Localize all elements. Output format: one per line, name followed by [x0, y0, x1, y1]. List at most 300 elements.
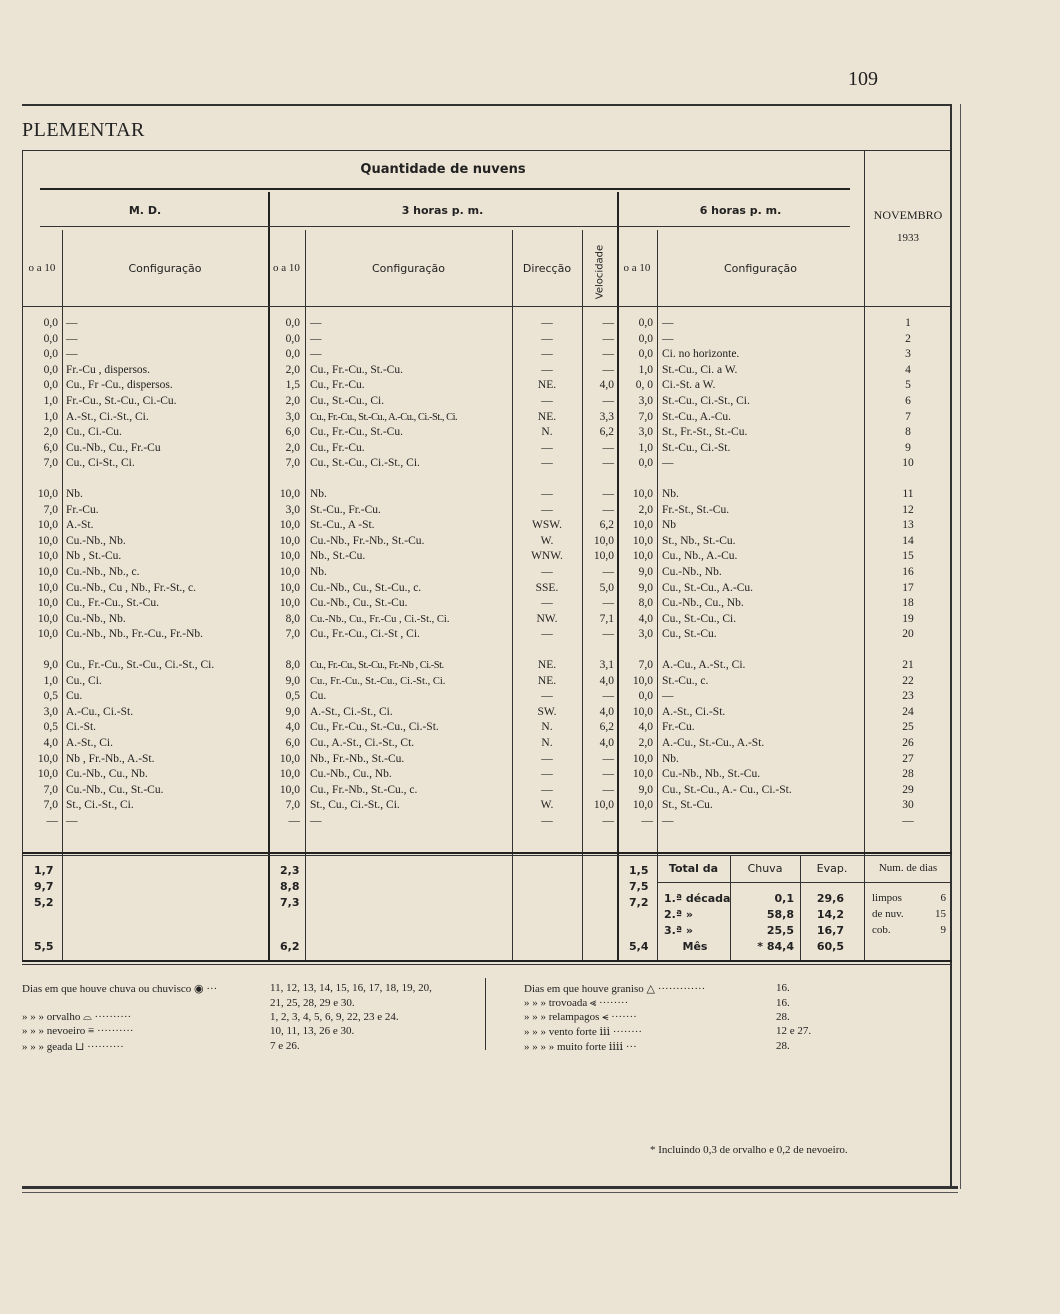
p3-direction: —: [541, 395, 553, 407]
p3-configuration: —: [310, 332, 322, 345]
p6-quantity: 3,0: [638, 395, 653, 407]
md-quantity: 0,0: [43, 332, 58, 345]
footnote: * Incluindo 0,3 de orvalho e 0,2 de nevoeiro.: [650, 1144, 848, 1156]
p6-configuration: Nb: [662, 519, 677, 532]
p3-direction: NE.: [537, 379, 557, 392]
md-configuration: Nb , Fr.-Nb., A.-St.: [66, 752, 155, 765]
p3-quantity: 10,0: [279, 550, 300, 563]
p6-quantity: 2,0: [638, 737, 653, 749]
p6-quantity: 4,0: [638, 721, 653, 734]
md-quantity: 10,0: [37, 488, 58, 500]
p3-velocity: —: [602, 441, 614, 454]
p6-configuration: Nb.: [662, 488, 679, 500]
decada-evap: 16,7: [816, 924, 844, 937]
right-frame: [950, 104, 961, 1189]
p3-direction: N.: [541, 721, 553, 734]
p3-quantity: 6,0: [285, 426, 300, 439]
p6-quantity: —: [641, 815, 653, 827]
day-number: 18: [902, 597, 914, 610]
p3-velocity: 7,1: [599, 612, 614, 625]
legend-right-days: 28.: [776, 1011, 790, 1023]
p3-quantity: 8,0: [285, 612, 300, 625]
p3-direction: SSE.: [535, 581, 559, 594]
p6-configuration: St.-Cu., c.: [662, 674, 709, 687]
p3-configuration: Cu., Fr.-Cu.: [310, 441, 365, 454]
day-number: 7: [905, 410, 911, 423]
md-configuration: A.-Cu., Ci.-St.: [66, 705, 134, 718]
day-number: —: [902, 815, 914, 827]
p3-quantity: 2,0: [285, 363, 300, 376]
dias-value: 6: [940, 892, 946, 904]
p3-quantity: 9,0: [285, 674, 300, 687]
totals-top-rule-2: [22, 855, 952, 856]
md-quantity: 10,0: [37, 752, 58, 765]
p3-configuration: Cu., St.-Cu., Ci.-St., Ci.: [310, 457, 420, 470]
bottom-rule-2: [22, 1192, 958, 1193]
main-header: Quantidade de nuvens: [360, 162, 526, 177]
legend-right-label: » » » trovoada ⪡ ········: [524, 997, 629, 1009]
p6-quantity: 3,0: [638, 426, 653, 439]
table-top-rule: [22, 150, 952, 151]
md-configuration: Cu., Fr.-Cu., St.-Cu.: [66, 597, 159, 610]
p6-quantity: 3,0: [638, 628, 653, 641]
legend-right-label: » » » » muito forte ⅲⅰ ···: [524, 1041, 637, 1053]
md-quantity: —: [46, 815, 58, 827]
md-quantity: 6,0: [43, 441, 58, 454]
day-number: 11: [902, 488, 914, 500]
dias-value: 15: [935, 908, 946, 920]
p3-configuration: Cu., Fr.-Cu.: [310, 379, 365, 392]
legend-left-days: 7 e 26.: [270, 1040, 300, 1052]
p3-quantity: 0,0: [285, 348, 300, 361]
md-total-value: 1,7: [34, 864, 54, 877]
md-quantity: 1,0: [43, 410, 58, 423]
md-quantity: 7,0: [43, 783, 58, 796]
top-rule: [22, 104, 952, 106]
md-quantity: 0,0: [43, 348, 58, 361]
legend-left-days: 21, 25, 28, 29 e 30.: [270, 997, 355, 1009]
day-number: 23: [902, 690, 914, 703]
p3-direction: WSW.: [532, 519, 562, 532]
p3-direction: —: [541, 488, 553, 500]
day-number: 4: [905, 363, 911, 376]
p6-quantity: 10,0: [632, 550, 653, 563]
p6-configuration: Nb.: [662, 752, 679, 765]
md-scale-header: o a 10: [28, 262, 56, 274]
p6-configuration: —: [662, 690, 674, 703]
day-number: 30: [902, 799, 914, 812]
p6-configuration: Fr.-Cu.: [662, 721, 695, 734]
md-quantity: 7,0: [43, 503, 58, 516]
group-header-rule: [40, 226, 850, 227]
md-configuration: Cu., Ci-St., Ci.: [66, 457, 135, 470]
p3-velocity: —: [602, 752, 614, 765]
day-number: 25: [902, 721, 914, 734]
p3-quantity: 10,0: [279, 519, 300, 532]
p3-velocity: —: [602, 783, 614, 796]
p3-velocity: —: [602, 566, 614, 578]
p6-configuration: Cu., St.-Cu.: [662, 628, 717, 641]
month-label: NOVEMBRO: [873, 208, 943, 222]
decada-evap: 14,2: [816, 908, 844, 921]
p3-configuration: —: [310, 815, 322, 827]
day-number: 22: [902, 674, 914, 687]
md-configuration: —: [66, 332, 78, 345]
numdias-header: Num. de dias: [878, 862, 938, 874]
md-configuration: Ci.-St.: [66, 721, 97, 734]
p3-direction: SW.: [537, 705, 557, 718]
day-number: 2: [905, 332, 911, 345]
p6-total-value: 7,2: [629, 896, 649, 909]
p6-configuration: Ci. no horizonte.: [662, 348, 740, 361]
decada-label: 1.ª década: [664, 892, 731, 905]
legend-right-days: 16.: [776, 982, 790, 994]
p6-configuration: Cu.-Nb., Nb., St.-Cu.: [662, 768, 761, 781]
legend-left-label: » » » nevoeiro ≡ ··········: [22, 1025, 134, 1037]
p6-quantity: 9,0: [638, 783, 653, 796]
p3-velocity: —: [602, 488, 614, 500]
p3-direction: N.: [541, 426, 553, 439]
p3-direction: —: [541, 566, 553, 578]
p3-configuration: Cu., Fr.-Cu., St.-Cu., A.-Cu., Ci.-St., Ci.: [310, 411, 458, 423]
day-number: 27: [902, 752, 914, 765]
p3-direction: —: [541, 783, 553, 796]
day-number: 20: [902, 628, 914, 641]
legend-right-days: 12 e 27.: [776, 1025, 812, 1037]
day-number: 16: [902, 566, 914, 578]
decada-chuva: * 84,4: [757, 940, 794, 953]
md-configuration: Cu.-Nb., Cu., Nb.: [66, 768, 148, 781]
day-number: 24: [902, 705, 914, 718]
p3-direction: W.: [540, 799, 554, 812]
p3-total-value: 7,3: [280, 896, 300, 909]
group-md: M. D.: [128, 204, 162, 217]
p3-configuration: Cu., Fr.-Cu., St.-Cu.: [310, 363, 403, 376]
column-header-rule: [22, 306, 952, 307]
p6-quantity: 10,0: [632, 519, 653, 532]
p6-quantity: 1,0: [638, 441, 653, 454]
p6-configuration: —: [662, 332, 674, 345]
decada-chuva: 0,1: [774, 892, 794, 905]
p6-configuration: Cu., St.-Cu., Ci.: [662, 612, 737, 625]
p3-direction: —: [541, 597, 553, 610]
p3-velocity: 4,0: [599, 737, 614, 749]
p3-velocity: 4,0: [599, 705, 614, 718]
p6-configuration: A.-Cu., A.-St., Ci.: [662, 659, 746, 671]
p3-configuration: St.-Cu., Fr.-Cu.: [310, 503, 381, 516]
p3-quantity: 6,0: [285, 737, 300, 749]
p3-quantity: 0,5: [285, 690, 300, 703]
p3-quantity: 7,0: [285, 628, 300, 641]
p6-quantity: 9,0: [638, 566, 653, 578]
p6-quantity: 10,0: [632, 534, 653, 547]
legend-right-label: » » » vento forte ⅲ ········: [524, 1026, 643, 1038]
md-quantity: 0,0: [43, 379, 58, 392]
day-number: 19: [902, 612, 914, 625]
decada-evap: 60,5: [816, 940, 844, 953]
md-configuration: Cu.-Nb., Cu., St.-Cu.: [66, 783, 164, 796]
md-config-header: Configuração: [128, 262, 202, 275]
p6-configuration: St.-Cu., Ci.-St.: [662, 441, 731, 454]
p3-configuration: Cu.: [310, 690, 327, 703]
p3-configuration: Cu.-Nb., Cu., St.-Cu., c.: [310, 581, 422, 594]
day-number: 10: [902, 457, 914, 470]
p3-quantity: 10,0: [279, 566, 300, 578]
md-quantity: 0,0: [43, 363, 58, 376]
md-quantity: 0,0: [43, 317, 58, 329]
day-number: 3: [905, 348, 911, 361]
md-total-value: 5,2: [34, 896, 54, 909]
legend-right-label: Dias em que houve graniso △ ·············: [524, 983, 706, 995]
page-title: PLEMENTAR: [22, 119, 145, 141]
md-configuration: Cu.-Nb., Cu., Fr.-Cu: [66, 441, 161, 454]
p6-quantity: 7,0: [638, 410, 653, 423]
md-configuration: Nb.: [66, 488, 83, 500]
p3-velocity: 6,2: [599, 426, 614, 439]
p6-quantity: 1,0: [638, 363, 653, 376]
p6-quantity: 0, 0: [635, 379, 653, 392]
p3-configuration: Cu., Fr.-Cu., St.-Cu., Fr.-Nb , Ci.-St.: [310, 660, 444, 671]
p3-velocity: —: [602, 690, 614, 703]
p3-quantity: 10,0: [279, 768, 300, 781]
p3-quantity: 10,0: [279, 534, 300, 547]
md-quantity: 2,0: [43, 426, 58, 439]
p6-configuration: Cu., Nb., A.-Cu.: [662, 550, 738, 563]
legend-divider: [485, 978, 486, 1050]
decada-chuva: 25,5: [766, 924, 794, 937]
p3-velocity: 5,0: [599, 581, 614, 594]
p3-configuration: Cu.-Nb., Cu., Fr.-Cu , Ci.-St., Ci.: [310, 613, 450, 625]
p3-configuration: —: [310, 317, 322, 329]
p3-quantity: 2,0: [285, 441, 300, 454]
md-configuration: Cu.-Nb., Cu , Nb., Fr.-St., c.: [66, 581, 197, 594]
p6-quantity: 0,0: [638, 348, 653, 361]
total-da-header: Total da: [668, 862, 719, 875]
p6-configuration: Fr.-St., St.-Cu.: [662, 503, 730, 516]
p6-quantity: 10,0: [632, 752, 653, 765]
md-configuration: Fr.-Cu., St.-Cu., Ci.-Cu.: [66, 395, 177, 407]
p3-quantity: —: [288, 815, 300, 827]
p6-quantity: 0,0: [638, 690, 653, 703]
p6-configuration: St., Nb., St.-Cu.: [662, 534, 736, 547]
md-configuration: A.-St., Ci.: [66, 737, 113, 749]
velocity-header: Velocidade: [594, 244, 606, 300]
p6-total-value: 5,4: [629, 940, 649, 953]
p3-direction: NW.: [536, 612, 558, 625]
p3-configuration: Nb., St.-Cu.: [310, 550, 366, 563]
p3-quantity: 4,0: [285, 721, 300, 734]
dias-label: cob.: [872, 924, 891, 936]
md-configuration: Fr.-Cu.: [66, 503, 99, 516]
p3-direction: —: [541, 332, 553, 345]
p6-configuration: A.-Cu., St.-Cu., A.-St.: [662, 737, 765, 749]
p3-direction: N.: [541, 737, 553, 749]
p3-velocity: —: [602, 768, 614, 781]
p3-velocity: —: [602, 457, 614, 470]
p6-configuration: —: [662, 457, 674, 470]
bottom-rule: [22, 1186, 958, 1189]
p6-quantity: 8,0: [638, 597, 653, 610]
md-quantity: 4,0: [43, 737, 58, 749]
p3-direction: W.: [540, 534, 554, 547]
p3-configuration: Cu.-Nb., Fr.-Nb., St.-Cu.: [310, 534, 425, 547]
legend-right-days: 28.: [776, 1040, 790, 1052]
day-number: 21: [902, 659, 914, 671]
p3-velocity: —: [602, 332, 614, 345]
totals-top-rule: [22, 852, 952, 854]
md-quantity: 10,0: [37, 628, 58, 641]
p3-direction: —: [541, 457, 553, 470]
totals-bottom-rule-2: [22, 964, 952, 965]
day-number: 8: [905, 426, 911, 439]
p3-scale-header: o a 10: [273, 262, 300, 274]
p3-quantity: 7,0: [285, 799, 300, 812]
p3-direction: —: [541, 752, 553, 765]
p3-configuration: Cu., Fr.-Cu., St.-Cu.: [310, 426, 403, 439]
p6-quantity: 10,0: [632, 674, 653, 687]
md-configuration: Cu.-Nb., Nb., c.: [66, 566, 140, 578]
p6-quantity: 10,0: [632, 799, 653, 812]
p3-velocity: 10,0: [593, 550, 614, 563]
day-number: 28: [902, 768, 914, 781]
legend-right-days: 16.: [776, 997, 790, 1009]
decada-chuva: 58,8: [766, 908, 794, 921]
p6-configuration: St.-Cu., A.-Cu.: [662, 410, 732, 423]
p3-direction: —: [541, 317, 553, 329]
p3-quantity: 10,0: [279, 581, 300, 594]
md-quantity: 10,0: [37, 768, 58, 781]
p6-configuration: —: [662, 815, 674, 827]
p3-velocity: —: [602, 503, 614, 516]
p3-direction: —: [541, 441, 553, 454]
legend-left-days: 11, 12, 13, 14, 15, 16, 17, 18, 19, 20,: [270, 982, 432, 994]
legend-left-days: 10, 11, 13, 26 e 30.: [270, 1025, 355, 1037]
decada-label: Mês: [682, 940, 708, 953]
p3-velocity: —: [602, 815, 614, 827]
p3-velocity: 10,0: [593, 534, 614, 547]
p3-velocity: —: [602, 395, 614, 407]
dias-label: de nuv.: [872, 908, 904, 920]
day-number: 6: [905, 395, 911, 407]
p3-configuration: Cu., Fr.-Cu., St.-Cu., Ci.-St., Ci.: [310, 675, 446, 687]
p3-configuration: Cu.-Nb., Cu., St.-Cu.: [310, 597, 408, 610]
dias-value: 9: [940, 924, 946, 936]
p3-direction: —: [541, 690, 553, 703]
p3-direction: —: [541, 348, 553, 361]
p3-configuration: —: [310, 348, 322, 361]
p6-quantity: 0,0: [638, 317, 653, 329]
main-header-rule: [40, 188, 850, 190]
p3-configuration: St.-Cu., A -St.: [310, 519, 375, 532]
p3-direction: —: [541, 503, 553, 516]
p6-configuration: A.-St., Ci.-St.: [662, 705, 726, 718]
p3-direction: —: [541, 815, 553, 827]
p6-configuration: Cu.-Nb., Cu., Nb.: [662, 597, 744, 610]
p6-total-value: 1,5: [629, 864, 649, 877]
md-quantity: 3,0: [43, 705, 58, 718]
day-number: 29: [902, 783, 914, 796]
md-configuration: —: [66, 317, 78, 329]
md-configuration: Cu.-Nb., Nb.: [66, 612, 126, 625]
md-configuration: A.-St.: [66, 519, 94, 532]
md-configuration: Cu., Ci.-Cu.: [66, 426, 122, 439]
p3-velocity: —: [602, 317, 614, 329]
day-number: 15: [902, 550, 914, 563]
md-quantity: 0,5: [43, 721, 58, 734]
dias-label: limpos: [872, 892, 902, 904]
p3-velocity: 6,2: [599, 721, 614, 734]
day-number: 13: [902, 519, 914, 532]
md-configuration: Nb , St.-Cu.: [66, 550, 122, 563]
md-quantity: 10,0: [37, 534, 58, 547]
p6-scale-header: o a 10: [623, 262, 651, 274]
md-quantity: 9,0: [43, 659, 58, 671]
p3-direction: NE.: [537, 410, 557, 423]
p3-velocity: 10,0: [593, 799, 614, 812]
p6-config-header: Configuração: [723, 262, 798, 275]
p6-configuration: Cu., St.-Cu., A.- Cu., Ci.-St.: [662, 783, 792, 796]
p3-configuration: Cu.-Nb., Cu., Nb.: [310, 768, 392, 781]
day-number: 5: [905, 379, 911, 392]
md-configuration: Fr.-Cu , dispersos.: [66, 363, 151, 376]
md-configuration: Cu., Fr.-Cu., St.-Cu., Ci.-St., Ci.: [66, 659, 215, 671]
p3-direction: WNW.: [531, 550, 563, 563]
page-number: 109: [848, 68, 878, 90]
p6-quantity: 9,0: [638, 581, 653, 594]
day-number: 26: [902, 737, 914, 749]
p3-direction: —: [541, 628, 553, 641]
p3-total-value: 2,3: [280, 864, 300, 877]
group-3pm: 3 horas p. m.: [401, 204, 484, 217]
p3-total-value: 6,2: [280, 940, 300, 953]
md-quantity: 10,0: [37, 612, 58, 625]
md-configuration: A.-St., Ci.-St., Ci.: [66, 410, 149, 423]
p3-configuration: A.-St., Ci.-St., Ci.: [310, 705, 393, 718]
p3-velocity: 6,2: [599, 519, 614, 532]
p3-velocity: —: [602, 363, 614, 376]
group-6pm: 6 horas p. m.: [699, 204, 782, 217]
day-number: 9: [905, 441, 911, 454]
day-number: 1: [905, 317, 911, 329]
md-quantity: 10,0: [37, 581, 58, 594]
legend-left-label: » » » geada ⊔ ··········: [22, 1041, 124, 1053]
decada-label: 2.ª »: [664, 908, 693, 921]
p6-configuration: —: [662, 317, 674, 329]
p3-quantity: 3,0: [285, 503, 300, 516]
legend-left-days: 1, 2, 3, 4, 5, 6, 9, 22, 23 e 24.: [270, 1011, 399, 1023]
p3-velocity: 3,3: [599, 410, 614, 423]
day-number: 14: [902, 534, 914, 547]
p3-velocity: —: [602, 628, 614, 641]
p3-quantity: 2,0: [285, 395, 300, 407]
p3-quantity: 1,5: [285, 379, 300, 392]
p3-velocity: 4,0: [599, 674, 614, 687]
md-quantity: 10,0: [37, 597, 58, 610]
md-configuration: Cu.-Nb., Nb.: [66, 534, 126, 547]
md-quantity: 0,5: [43, 690, 58, 703]
evap-header: Evap.: [816, 862, 848, 875]
totals-bottom-rule: [22, 960, 952, 962]
p3-configuration: Cu., Fr.-Cu., St.-Cu., Ci.-St.: [310, 721, 439, 734]
p6-total-value: 7,5: [629, 880, 649, 893]
p3-quantity: 9,0: [285, 705, 300, 718]
p6-quantity: 10,0: [632, 768, 653, 781]
p3-quantity: 3,0: [285, 410, 300, 423]
p6-configuration: St., St.-Cu.: [662, 799, 713, 812]
md-configuration: —: [66, 815, 78, 827]
p3-direction: —: [541, 768, 553, 781]
p6-configuration: Cu., St.-Cu., A.-Cu.: [662, 581, 754, 594]
